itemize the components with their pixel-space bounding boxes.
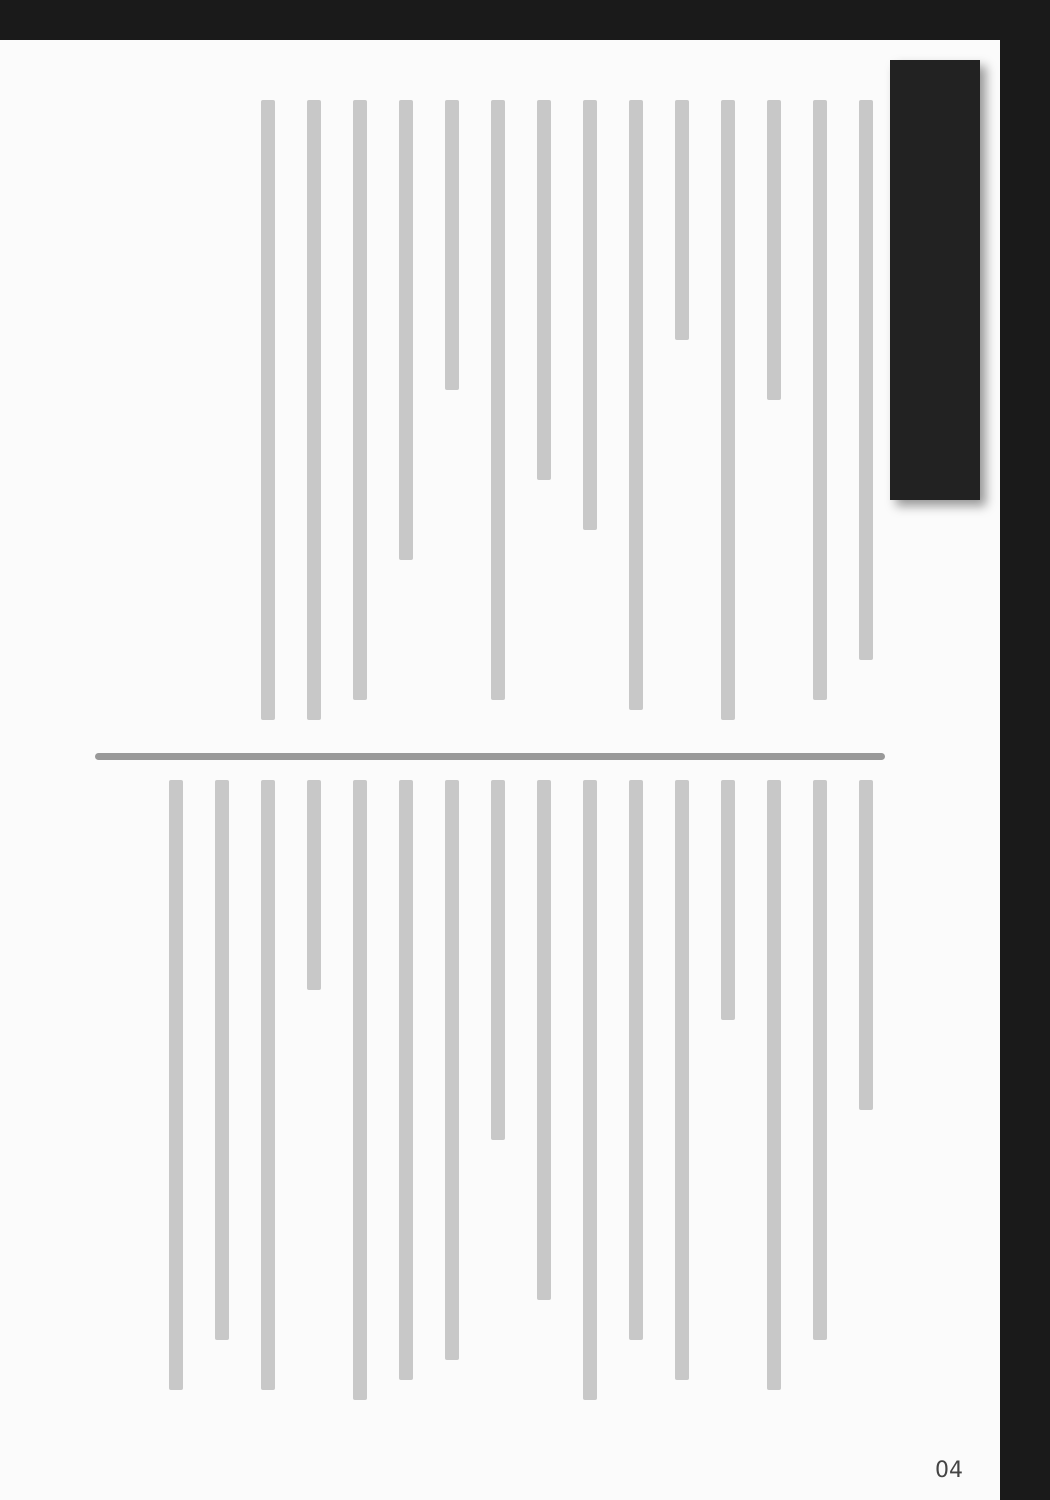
text-column-redacted	[162, 780, 190, 1410]
top-text-section	[40, 100, 880, 730]
text-column-redacted	[576, 100, 604, 730]
redacted-line	[721, 780, 735, 1020]
redacted-line	[445, 780, 459, 1360]
text-column-redacted	[668, 780, 696, 1410]
text-column-redacted	[668, 100, 696, 730]
text-column-redacted	[806, 100, 834, 730]
document-page	[0, 40, 1000, 1500]
redacted-line	[261, 780, 275, 1390]
redacted-line	[629, 780, 643, 1340]
redacted-line	[491, 100, 505, 700]
redacted-line	[859, 100, 873, 660]
page-number: 04	[935, 1458, 963, 1483]
redacted-line	[721, 100, 735, 720]
redacted-line	[859, 780, 873, 1110]
text-column-redacted	[300, 100, 328, 730]
redacted-line	[583, 100, 597, 530]
text-column-redacted	[484, 780, 512, 1410]
redacted-line	[767, 780, 781, 1390]
text-column-redacted	[346, 780, 374, 1410]
text-column-redacted	[392, 780, 420, 1410]
text-column-redacted	[484, 100, 512, 730]
bottom-text-section	[40, 780, 880, 1410]
text-column-redacted	[622, 780, 650, 1410]
redacted-line	[353, 780, 367, 1400]
text-column-redacted	[346, 100, 374, 730]
redacted-line	[675, 780, 689, 1380]
redacted-line	[307, 100, 321, 720]
redacted-line	[813, 100, 827, 700]
text-column-redacted	[530, 100, 558, 730]
redacted-line	[399, 100, 413, 560]
redacted-line	[353, 100, 367, 700]
text-column-redacted	[300, 780, 328, 1410]
redacted-line	[169, 780, 183, 1390]
title-redacted	[890, 60, 980, 500]
text-column-redacted	[438, 780, 466, 1410]
text-column-redacted	[254, 100, 282, 730]
redacted-line	[261, 100, 275, 720]
text-column-redacted	[714, 100, 742, 730]
text-column-redacted	[208, 780, 236, 1410]
redacted-line	[399, 780, 413, 1380]
redacted-line	[583, 780, 597, 1400]
redacted-line	[491, 780, 505, 1140]
redacted-line	[537, 780, 551, 1300]
text-column-redacted	[760, 100, 788, 730]
redacted-line	[215, 780, 229, 1340]
text-column-redacted	[254, 780, 282, 1410]
text-column-redacted	[438, 100, 466, 730]
redacted-line	[629, 100, 643, 710]
text-column-redacted	[852, 780, 880, 1410]
redacted-line	[307, 780, 321, 990]
section-divider	[95, 753, 885, 760]
text-column-redacted	[714, 780, 742, 1410]
text-column-redacted	[622, 100, 650, 730]
text-column-redacted	[392, 100, 420, 730]
text-column-redacted	[852, 100, 880, 730]
text-column-redacted	[806, 780, 834, 1410]
redacted-line	[537, 100, 551, 480]
text-column-redacted	[576, 780, 604, 1410]
redacted-line	[767, 100, 781, 400]
redacted-line	[675, 100, 689, 340]
redacted-line	[445, 100, 459, 390]
text-column-redacted	[760, 780, 788, 1410]
text-column-redacted	[530, 780, 558, 1410]
redacted-line	[813, 780, 827, 1340]
